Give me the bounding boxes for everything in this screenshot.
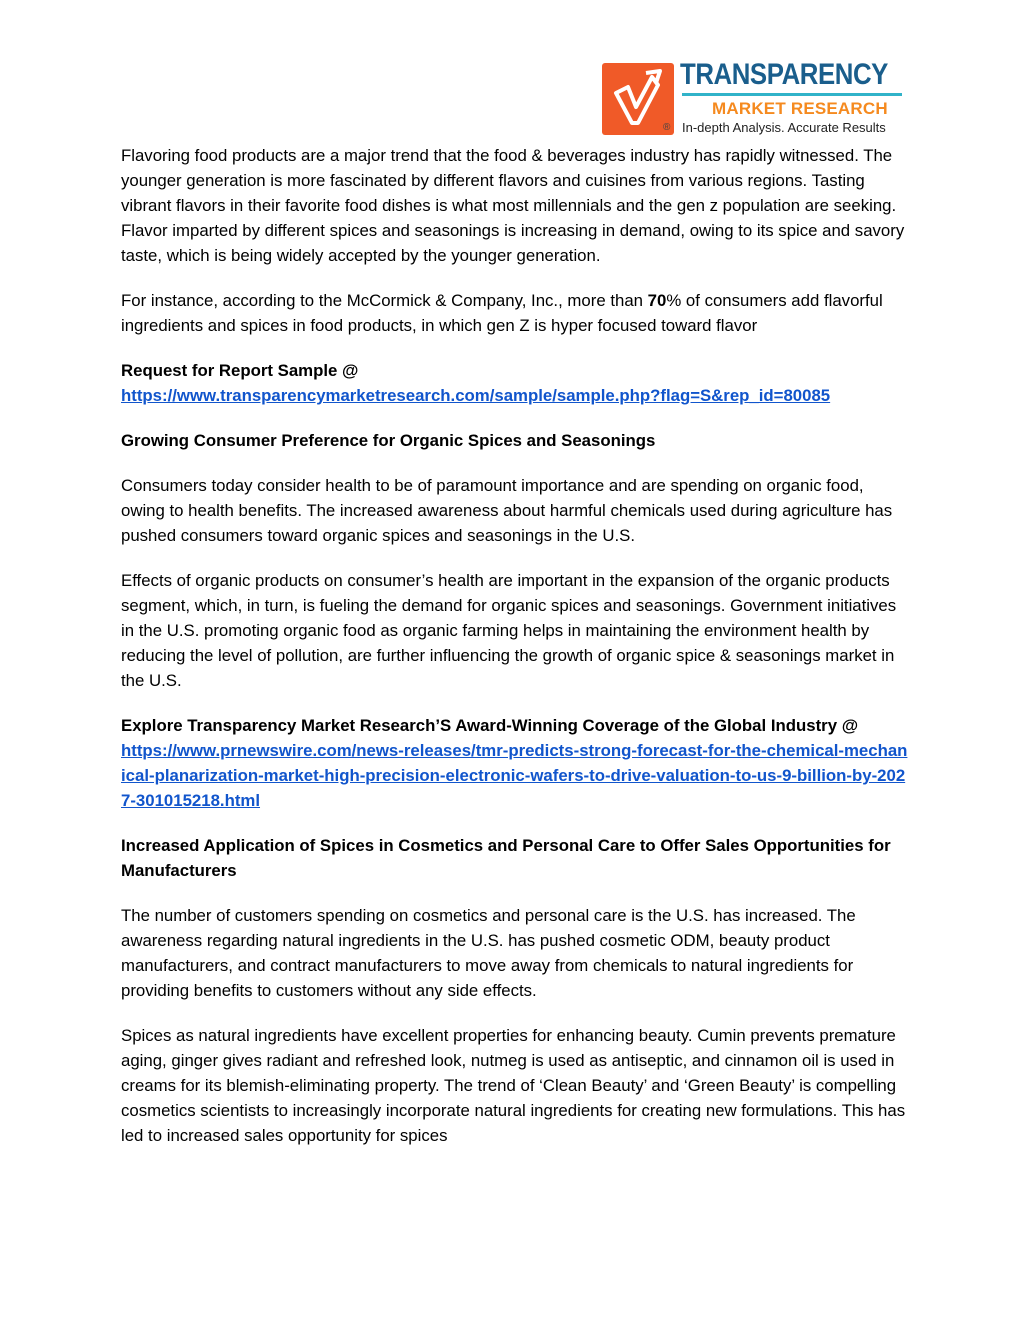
paragraph-organic-effects: Effects of organic products on consumer’s health are important in the expansion of the organic products segment, which, in turn, is fueling the demand for organic spices and seasonings. Government initiatives in the U.S. promoting organic food as organic farming helps in maintaining the environment health by reducing the level of pollution, are further influencing the growth of organic spice & seasonings market in the U.S. bbox=[121, 571, 897, 690]
paragraph-flavor-trend: Flavoring food products are a major trend that the food & beverages industry has rapidly witnessed. The younger generation is more fascinated by different flavors and cuisines from various regions. Tasting vibrant flavors in their favorite food dishes is what most millennials and the gen z population are seeking. Flavor imparted by different spices and seasonings is increasing in demand, owing to its spice and savory taste, which is being widely accepted by the younger generation. bbox=[121, 146, 905, 265]
sample-request-link[interactable]: https://www.transparencymarketresearch.com/sample/sample.php?flag=S&rep_id=80085 bbox=[121, 386, 831, 405]
sample-request-block bbox=[121, 358, 911, 408]
explore-coverage-block bbox=[121, 713, 911, 813]
logo-title: TRANSPARENCY bbox=[680, 58, 888, 91]
logo-tagline: In-depth Analysis. Accurate Results bbox=[682, 120, 886, 135]
paragraph-spices-beauty: Spices as natural ingredients have excellent properties for enhancing beauty. Cumin prevents premature aging, ginger gives radiant and refreshed look, nutmeg is used as antiseptic, and cinnamon oil is used in creams for its blemish-eliminating property. The trend of ‘Clean Beauty’ and ‘Green Beauty’ is compelling cosmetics scientists to increasingly incorporate natural ingredients for creating new formulations. This has led to increased sales opportunity for spices bbox=[121, 1026, 906, 1145]
explore-coverage-link[interactable]: https://www.prnewswire.com/news-releases/tmr-predicts-strong-forecast-for-the-chemical-mechanical-planarization-market-high-precision-electronic-wafers-to-drive-valuation-to-us-9-billion-by-2027-301015218.html bbox=[121, 741, 908, 810]
paragraph-cosmetics-customers: The number of customers spending on cosmetics and personal care is the U.S. has increased. The awareness regarding natural ingredients in the U.S. has pushed cosmetic ODM, beauty product manufacturers, and contract manufacturers to move away from chemicals to natural ingredients for providing benefits to customers without any side effects. bbox=[121, 906, 856, 1000]
heading-organic-spices: Growing Consumer Preference for Organic Spices and Seasonings bbox=[121, 431, 656, 450]
mccormick-percentage: 70 bbox=[647, 291, 667, 310]
heading-cosmetics-spices: Increased Application of Spices in Cosmetics and Personal Care to Offer Sales Opportunities for Manufacturers bbox=[121, 836, 891, 880]
company-logo bbox=[602, 60, 902, 138]
document-body bbox=[121, 143, 911, 1148]
logo-registered-mark: ® bbox=[663, 122, 671, 133]
paragraph-mccormick bbox=[121, 288, 911, 338]
paragraph-mccormick-before: For instance, according to the McCormick & Company, Inc., more than bbox=[121, 291, 648, 310]
logo-subtitle: MARKET RESEARCH bbox=[712, 99, 888, 118]
sample-request-label: Request for Report Sample @ bbox=[121, 361, 359, 380]
paragraph-mccormick-after: % of consumers add flavorful ingredients and spices in food products, in which gen Z is hyper focused toward flavor bbox=[121, 291, 883, 335]
explore-coverage-label: Explore Transparency Market Research’S Award-Winning Coverage of the Global Industry @ bbox=[121, 716, 859, 735]
logo-divider bbox=[682, 93, 902, 96]
paragraph-organic-health: Consumers today consider health to be of paramount importance and are spending on organic food, owing to health benefits. The increased awareness about harmful chemicals used during agriculture has pushed consumers toward organic spices and seasonings in the U.S. bbox=[121, 476, 893, 545]
